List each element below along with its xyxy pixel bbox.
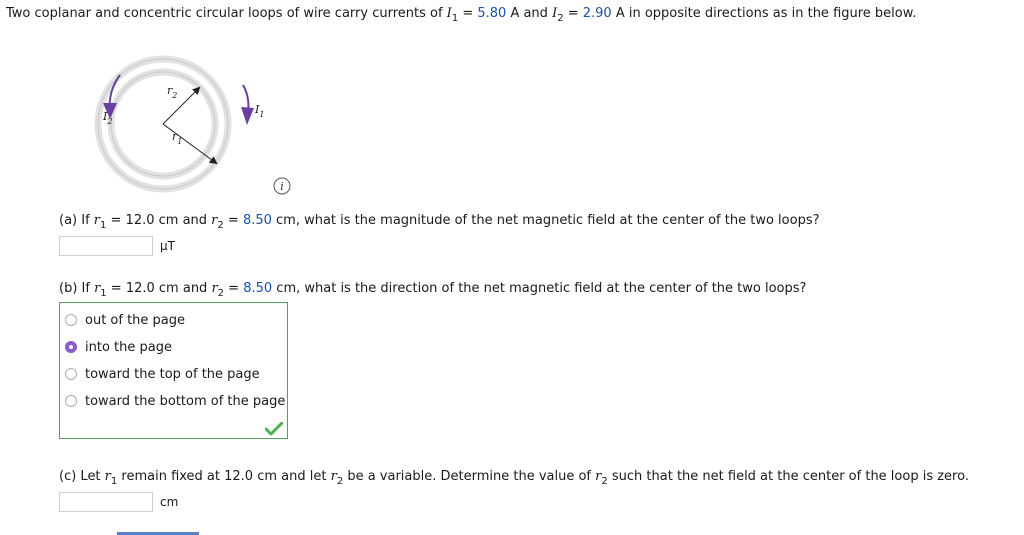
part-c-answer-input[interactable] <box>59 492 153 512</box>
intro-text: Two coplanar and concentric circular loops of wire carry currents of <box>6 6 447 21</box>
i1-value: 5.80 <box>477 6 507 21</box>
choice-toward-top[interactable] <box>65 364 260 384</box>
r2-value: 8.50 <box>243 281 273 296</box>
radio-button[interactable] <box>65 395 77 407</box>
subscript: 1 <box>451 13 459 24</box>
part-b-question: (b) If $r_1 = 12.0$ cm and $r_2 = 8.50$ cm, what is the direction of the net magnetic field at the center of the two loops? <box>59 281 807 299</box>
subscript: 2 <box>557 13 564 24</box>
info-icon[interactable] <box>273 177 291 195</box>
connector-text: A and <box>506 6 553 21</box>
checkmark-icon <box>265 422 283 436</box>
label-i2: $I_2$ <box>103 110 113 126</box>
part-c-question: (c) Let $r_1$ remain fixed at 12.0 cm and let $r_2$ be a variable. Determine the value of $r_2$ such that the net field at the center of the loop is zero. <box>59 469 969 487</box>
label-i1: $I_1$ <box>255 103 265 119</box>
r2-value: 8.50 <box>242 213 272 228</box>
radio-button[interactable] <box>65 368 77 380</box>
choice-into-page[interactable] <box>65 337 172 357</box>
part-a-unit: µT <box>160 239 175 253</box>
choice-label: toward the bottom of the page <box>85 393 286 409</box>
current-symbol: I <box>446 6 452 21</box>
problem-statement <box>6 6 917 24</box>
part-a-answer-input[interactable] <box>59 236 153 256</box>
label-r1: $r_1$ <box>172 130 183 146</box>
choice-label: out of the page <box>85 312 186 328</box>
radio-button[interactable] <box>65 314 77 326</box>
choice-label: toward the top of the page <box>85 366 260 382</box>
choice-label: into the page <box>85 339 172 355</box>
equals: = <box>458 6 478 21</box>
i1-arrowhead-icon <box>241 107 254 125</box>
svg-text:i: i <box>280 180 284 193</box>
part-c-unit: cm <box>160 495 179 509</box>
current-symbol: I <box>552 6 558 21</box>
choice-out-of-page[interactable] <box>65 310 185 330</box>
direction-choices <box>59 302 288 439</box>
equals: = <box>563 6 583 21</box>
intro-end-text: A in opposite directions as in the figure below. <box>611 6 917 21</box>
choice-toward-bottom[interactable] <box>65 391 285 411</box>
label-r2: $r_2$ <box>167 84 178 100</box>
part-a-question: (a) If $r_1 = 12.0$ cm and $r_2 = 8.50$ cm, what is the magnitude of the net magnetic field at the center of the two loops? <box>59 213 820 231</box>
radio-button-selected[interactable] <box>65 341 77 353</box>
i2-value: 2.90 <box>582 6 612 21</box>
concentric-loops-figure <box>80 55 290 200</box>
